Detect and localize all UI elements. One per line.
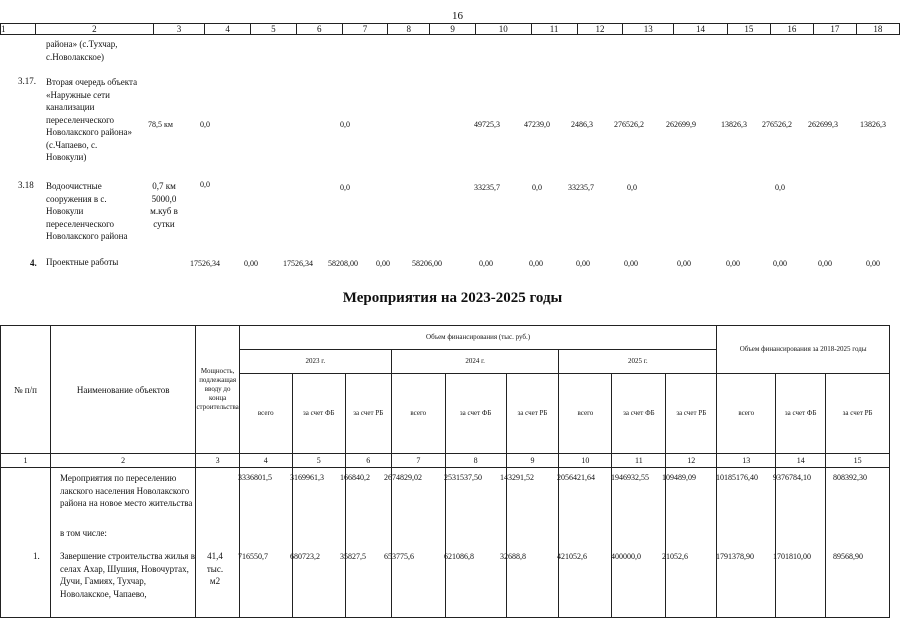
value-cell: 1791378,90 (716, 552, 754, 561)
body-col (391, 468, 445, 618)
value-cell: 89568,90 (833, 552, 863, 561)
column-number: 16 (770, 24, 813, 35)
body-col (717, 468, 776, 618)
value-cell: 621086,8 (444, 552, 474, 561)
body-col (612, 468, 666, 618)
funding-header: Объем финансирования (тыс. руб.) (239, 326, 716, 350)
cell: 0,00 (866, 259, 880, 268)
value-cell: 1946932,55 (611, 473, 649, 482)
body-col (826, 468, 890, 618)
column-number: 1 (1, 454, 51, 468)
cell: 0,00 (529, 259, 543, 268)
col-no-header: № п/п (1, 326, 51, 454)
column-number: 14 (776, 454, 826, 468)
value-cell: 143291,52 (500, 473, 534, 482)
cell: 276526,2 (614, 120, 644, 129)
capacity: 0,7 км 5000,0 м.куб в сутки (150, 181, 178, 229)
value-cell: 3169961,3 (290, 473, 324, 482)
subheader-rb: за счет РБ (506, 374, 559, 454)
continued-table-header (0, 23, 900, 35)
column-number: 12 (577, 24, 623, 35)
subheader-total: всего (559, 374, 612, 454)
cell: 0,0 (200, 180, 210, 189)
cell: 0,0 (340, 120, 350, 129)
year-2024: 2024 г. (391, 350, 559, 374)
object-name: Завершение строительства жилья в селах Ахар, Шушия, Новочуртах, Дучи, Гамиях, Тухчар, Новолакское, Чапаево, (60, 551, 195, 599)
col-name-header: Наименование объектов (50, 326, 196, 454)
row-number: 4. (30, 258, 37, 268)
cell: 58208,00 (328, 259, 358, 268)
capacity: 41,4 тыс. м2 (206, 551, 224, 586)
value-cell: 3336801,5 (238, 473, 272, 482)
year-2025: 2025 г. (559, 350, 717, 374)
row-number: 3.17. (18, 76, 36, 86)
object-name: Вторая очередь объекта «Наружные сети канализации переселенческого Новолакского района» (с.Чапаево, с. Новокули) (46, 77, 138, 162)
value-cell: 2056421,64 (557, 473, 595, 482)
body-col (239, 468, 292, 618)
value-cell: 109489,09 (662, 473, 696, 482)
column-number: 2 (50, 454, 196, 468)
value-cell: 716550,7 (238, 552, 268, 561)
column-number: 15 (727, 24, 770, 35)
section-title: Мероприятия на 2023-2025 годы (342, 290, 563, 306)
column-number: 13 (623, 24, 674, 35)
value-cell: 21052,6 (662, 552, 688, 561)
row-number: 1. (33, 551, 40, 561)
subheader-fb: за счет ФБ (292, 374, 345, 454)
cell: 17526,34 (283, 259, 313, 268)
column-number: 4 (239, 454, 292, 468)
cell: 0,00 (376, 259, 390, 268)
column-number: 6 (345, 454, 391, 468)
value-cell: 1701810,00 (773, 552, 811, 561)
col-capacity-header: Мощность, подлежащая вводу до конца строительства (196, 326, 239, 454)
column-number: 5 (251, 24, 297, 35)
cell: 0,00 (624, 259, 638, 268)
cell: 262699,3 (808, 120, 838, 129)
cell: 0,00 (479, 259, 493, 268)
cell: 0,0 (532, 183, 542, 192)
body-col (345, 468, 391, 618)
value-cell: 10185176,40 (716, 473, 758, 482)
page-number: 16 (452, 10, 463, 22)
subheader-rb: за счет РБ (345, 374, 391, 454)
subheader-total: всего (239, 374, 292, 454)
subtotal-label: в том числе: (60, 528, 107, 538)
cell: 49725,3 (474, 120, 500, 129)
object-name: Водоочистные сооружения в с. Новокули переселенческого Новолакского района (46, 181, 128, 241)
value-cell: 680723,2 (290, 552, 320, 561)
cell: 0,00 (818, 259, 832, 268)
value-cell: 9376784,10 (773, 473, 811, 482)
cell: 0,0 (200, 120, 210, 129)
column-number: 10 (476, 24, 532, 35)
cell: 0,00 (726, 259, 740, 268)
cell: 0,00 (576, 259, 590, 268)
value-cell: 653775,6 (384, 552, 414, 561)
subheader-fb: за счет ФБ (612, 374, 666, 454)
total-header: Объем финансирования за 2018-2025 годы (717, 326, 890, 374)
column-number: 11 (531, 24, 577, 35)
subheader-total: всего (717, 374, 776, 454)
body-col (506, 468, 559, 618)
body-col (559, 468, 612, 618)
value-cell: 2531537,50 (444, 473, 482, 482)
cell: 0,0 (627, 183, 637, 192)
value-cell: 808392,30 (833, 473, 867, 482)
column-number: 13 (717, 454, 776, 468)
column-number: 4 (205, 24, 251, 35)
object-name: Проектные работы (46, 257, 119, 267)
subheader-total: всего (391, 374, 445, 454)
column-number: 5 (292, 454, 345, 468)
column-number: 9 (506, 454, 559, 468)
column-number: 7 (342, 24, 388, 35)
body-col (292, 468, 345, 618)
value-cell: 166840,2 (340, 473, 370, 482)
column-number: 18 (856, 24, 899, 35)
column-number: 7 (391, 454, 445, 468)
column-number: 15 (826, 454, 890, 468)
cell: 58206,00 (412, 259, 442, 268)
value-cell: 421052,6 (557, 552, 587, 561)
value-cell: 35827,5 (340, 552, 366, 561)
cell: 47239,0 (524, 120, 550, 129)
cell: 0,00 (244, 259, 258, 268)
column-number: 8 (445, 454, 506, 468)
column-number: 10 (559, 454, 612, 468)
value-cell: 32688,8 (500, 552, 526, 561)
subheader-rb: за счет РБ (826, 374, 890, 454)
column-number: 3 (153, 24, 205, 35)
column-number: 17 (813, 24, 856, 35)
body-col (196, 468, 239, 618)
column-number: 3 (196, 454, 239, 468)
column-number: 11 (612, 454, 666, 468)
cell: 0,00 (773, 259, 787, 268)
subheader-fb: за счет ФБ (445, 374, 506, 454)
cell: 262699,9 (666, 120, 696, 129)
cell: 13826,3 (721, 120, 747, 129)
capacity: 78,5 км (148, 120, 173, 129)
body-col (1, 468, 51, 618)
body-col (666, 468, 717, 618)
cell: 17526,34 (190, 259, 220, 268)
cell: 276526,2 (762, 120, 792, 129)
column-number: 6 (296, 24, 342, 35)
cell: 2486,3 (571, 120, 593, 129)
subheader-rb: за счет РБ (666, 374, 717, 454)
column-number: 12 (666, 454, 717, 468)
cell: 33235,7 (568, 183, 594, 192)
column-number: 2 (36, 24, 154, 35)
body-col (445, 468, 506, 618)
cell: 0,0 (775, 183, 785, 192)
subheader-fb: за счет ФБ (776, 374, 826, 454)
cell: 13826,3 (860, 120, 886, 129)
value-cell: 2674829,02 (384, 473, 422, 482)
body-col (776, 468, 826, 618)
column-number: 1 (1, 24, 36, 35)
column-number: 9 (430, 24, 476, 35)
row-number: 3.18 (18, 180, 34, 190)
carryover-text: района» (с.Тухчар, с.Новолакское) (46, 39, 118, 62)
object-name: Мероприятия по переселению лакского населения Новолакского района на новое место жительства (60, 473, 193, 508)
year-2023: 2023 г. (239, 350, 391, 374)
cell: 33235,7 (474, 183, 500, 192)
cell: 0,00 (677, 259, 691, 268)
cell: 0,0 (340, 183, 350, 192)
value-cell: 400000,0 (611, 552, 641, 561)
column-number: 14 (674, 24, 728, 35)
column-number: 8 (388, 24, 430, 35)
